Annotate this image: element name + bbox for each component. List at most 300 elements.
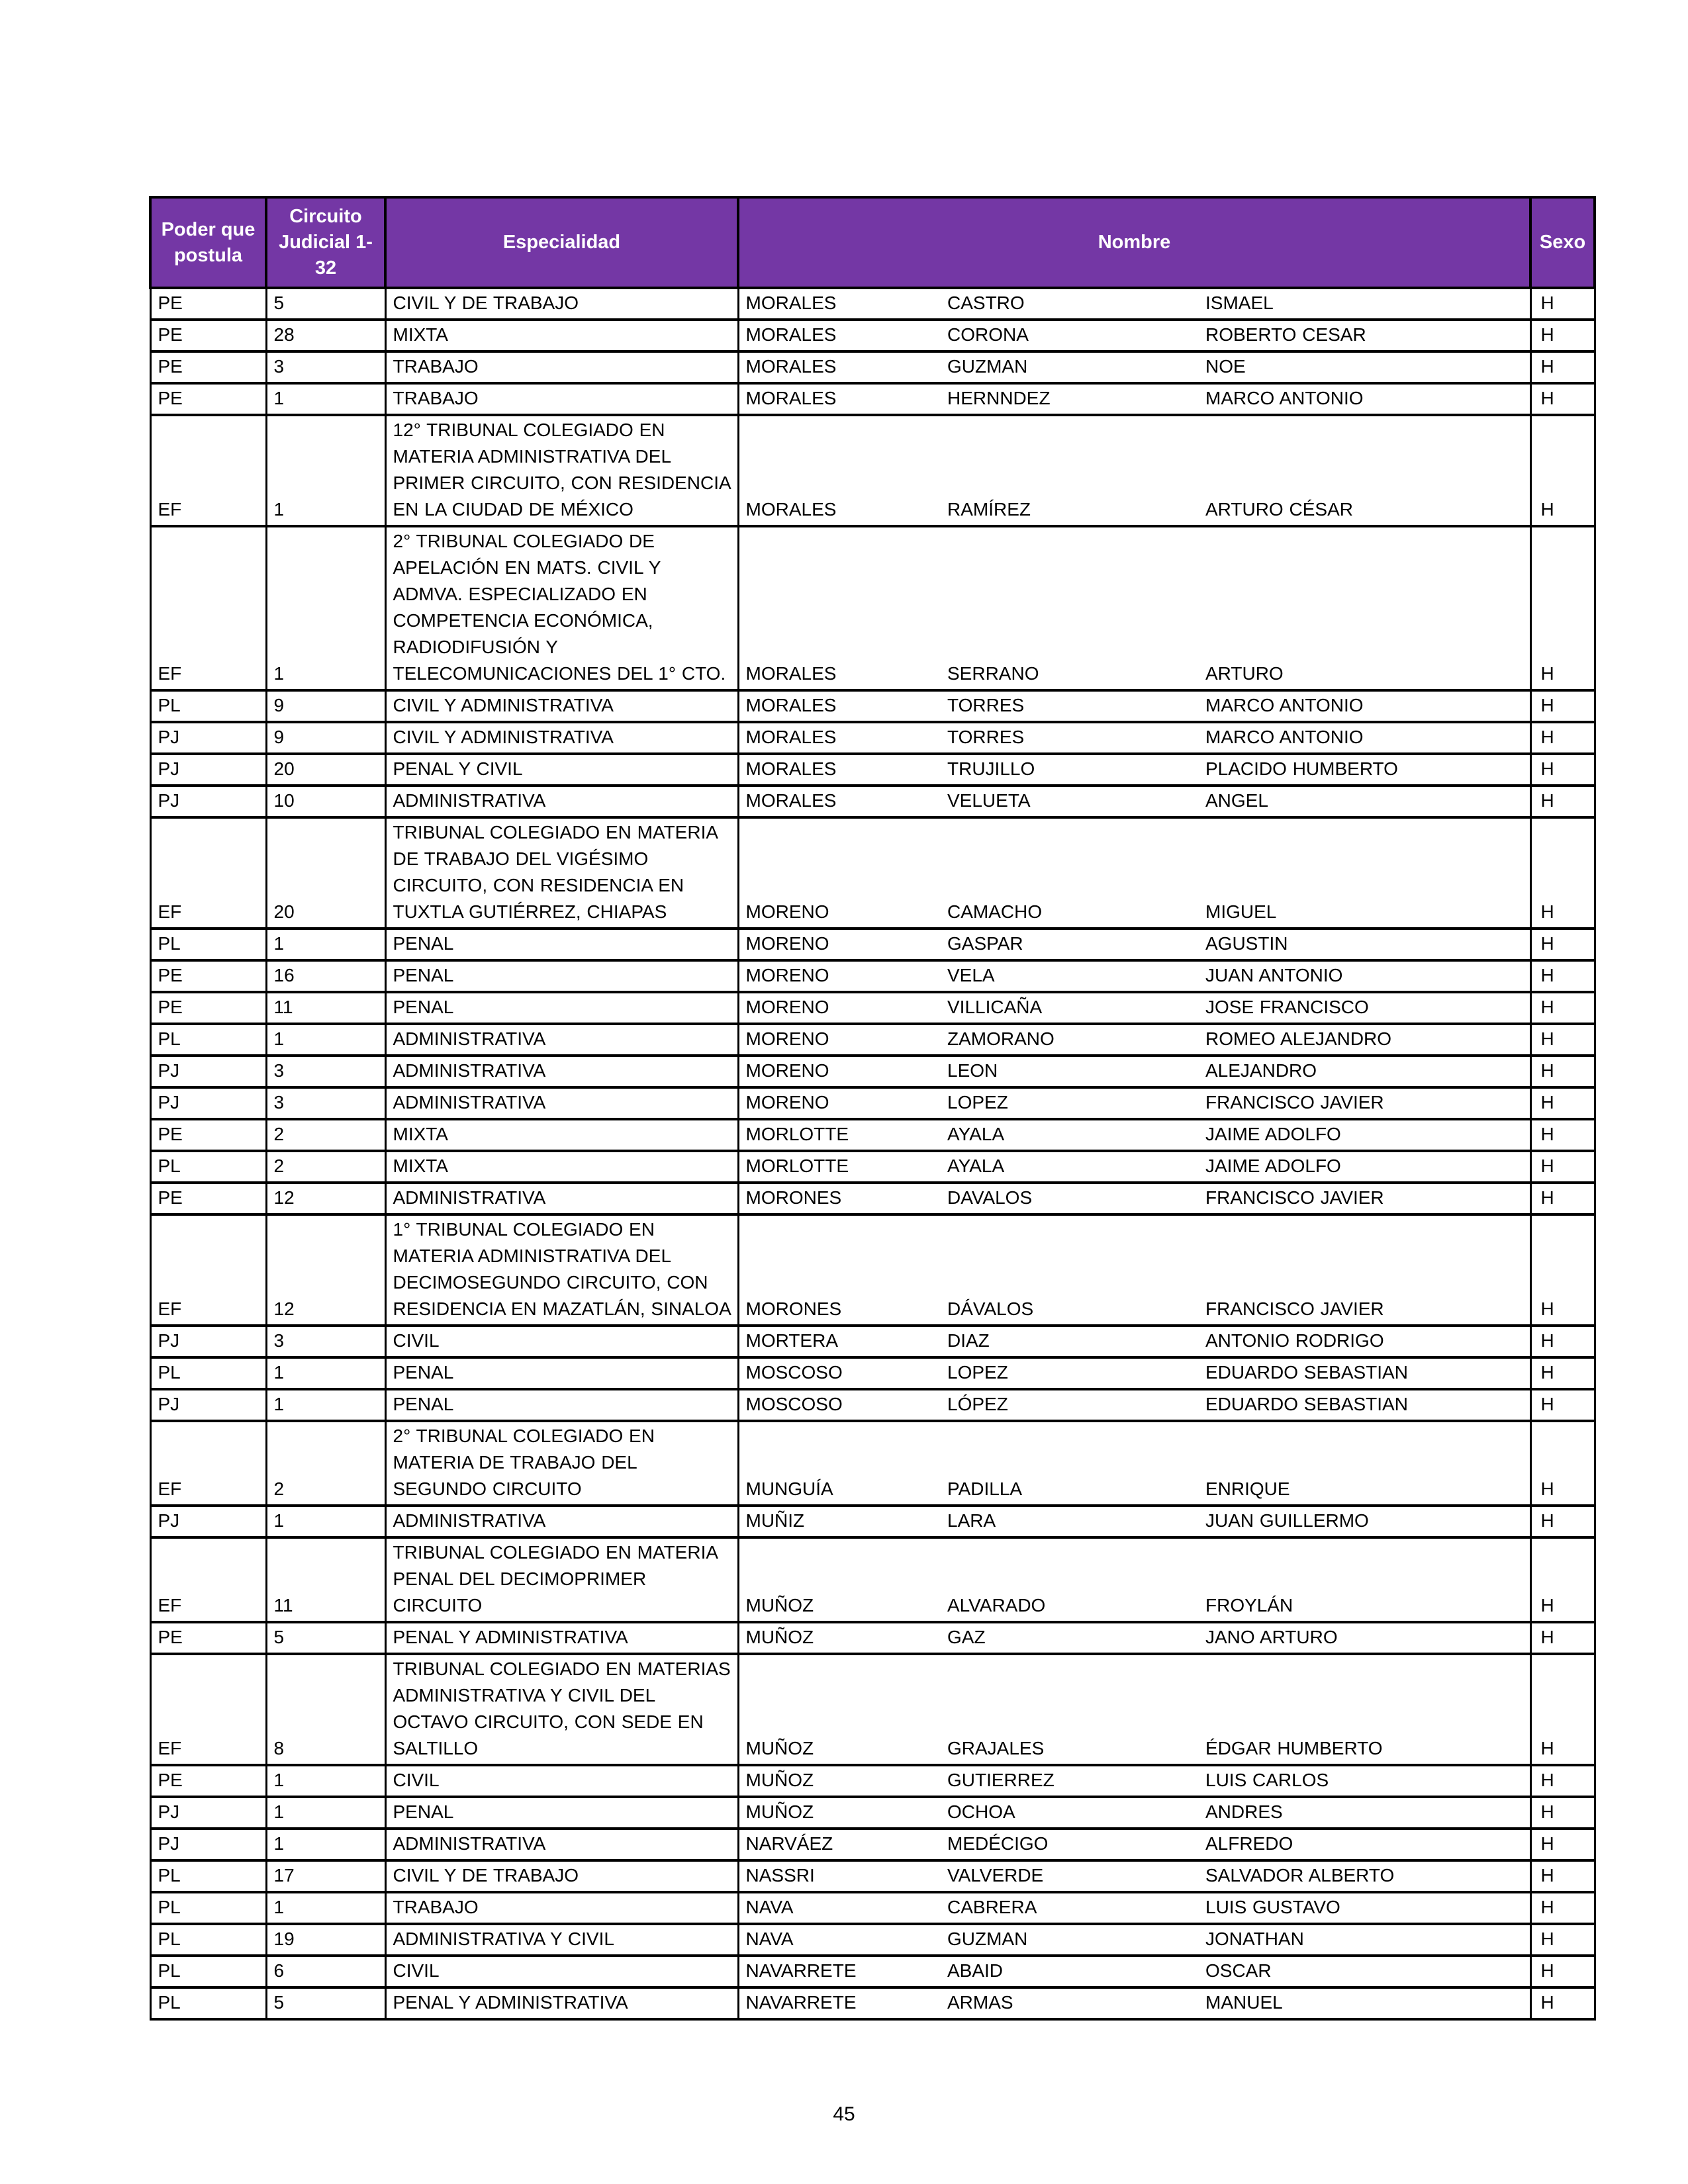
cell-poder: PL — [150, 1024, 266, 1056]
cell-apellido-materno: GUZMAN — [941, 351, 1199, 383]
cell-especialidad: TRABAJO — [385, 1892, 738, 1924]
cell-nombre: ISMAEL — [1199, 288, 1530, 320]
cell-poder: PL — [150, 1892, 266, 1924]
cell-sexo: H — [1530, 1183, 1595, 1214]
cell-poder: PJ — [150, 1829, 266, 1860]
cell-sexo: H — [1530, 351, 1595, 383]
table-row — [150, 526, 1595, 690]
table-header — [150, 197, 1595, 288]
cell-poder: PJ — [150, 722, 266, 754]
cell-circuito: 1 — [266, 1506, 385, 1537]
cell-apellido-paterno: MORENO — [738, 1056, 941, 1087]
cell-apellido-materno: VILLICAÑA — [941, 992, 1199, 1024]
cell-sexo: H — [1530, 1924, 1595, 1956]
table-row — [150, 1214, 1595, 1326]
cell-poder: PJ — [150, 1087, 266, 1119]
cell-circuito: 9 — [266, 690, 385, 722]
cell-sexo: H — [1530, 288, 1595, 320]
table-row — [150, 1506, 1595, 1537]
cell-nombre: EDUARDO SEBASTIAN — [1199, 1357, 1530, 1389]
cell-poder: PL — [150, 1924, 266, 1956]
cell-especialidad: PENAL Y ADMINISTRATIVA — [385, 1987, 738, 2019]
cell-poder: EF — [150, 1421, 266, 1506]
cell-apellido-materno: GASPAR — [941, 929, 1199, 960]
cell-poder: PL — [150, 929, 266, 960]
cell-circuito: 1 — [266, 1829, 385, 1860]
cell-apellido-paterno: MUÑOZ — [738, 1537, 941, 1622]
cell-apellido-materno: VELA — [941, 960, 1199, 992]
cell-especialidad: MIXTA — [385, 1119, 738, 1151]
table-row — [150, 1829, 1595, 1860]
cell-circuito: 1 — [266, 1797, 385, 1829]
table-row — [150, 1326, 1595, 1357]
table-row — [150, 1087, 1595, 1119]
cell-apellido-paterno: MUÑOZ — [738, 1765, 941, 1797]
cell-apellido-paterno: MORONES — [738, 1183, 941, 1214]
cell-sexo: H — [1530, 817, 1595, 929]
cell-nombre: SALVADOR ALBERTO — [1199, 1860, 1530, 1892]
cell-nombre: FRANCISCO JAVIER — [1199, 1214, 1530, 1326]
cell-sexo: H — [1530, 1654, 1595, 1765]
cell-sexo: H — [1530, 1087, 1595, 1119]
cell-apellido-materno: LOPEZ — [941, 1087, 1199, 1119]
cell-nombre: FRANCISCO JAVIER — [1199, 1183, 1530, 1214]
candidates-table — [149, 196, 1596, 2021]
cell-apellido-paterno: MORALES — [738, 288, 941, 320]
cell-apellido-paterno: MUÑOZ — [738, 1797, 941, 1829]
cell-apellido-materno: CASTRO — [941, 288, 1199, 320]
table-row — [150, 383, 1595, 415]
cell-nombre: ANTONIO RODRIGO — [1199, 1326, 1530, 1357]
cell-nombre: JONATHAN — [1199, 1924, 1530, 1956]
cell-apellido-materno: VELUETA — [941, 786, 1199, 817]
cell-sexo: H — [1530, 1537, 1595, 1622]
cell-poder: PJ — [150, 1797, 266, 1829]
cell-circuito: 2 — [266, 1151, 385, 1183]
cell-apellido-paterno: MORALES — [738, 526, 941, 690]
table-row — [150, 1987, 1595, 2019]
cell-sexo: H — [1530, 1357, 1595, 1389]
cell-poder: PL — [150, 690, 266, 722]
cell-apellido-materno: RAMÍREZ — [941, 415, 1199, 526]
cell-poder: PL — [150, 1956, 266, 1987]
cell-sexo: H — [1530, 754, 1595, 786]
cell-apellido-paterno: MORENO — [738, 992, 941, 1024]
cell-nombre: AGUSTIN — [1199, 929, 1530, 960]
cell-nombre: JANO ARTURO — [1199, 1622, 1530, 1654]
cell-apellido-materno: ARMAS — [941, 1987, 1199, 2019]
cell-sexo: H — [1530, 1421, 1595, 1506]
cell-apellido-materno: AYALA — [941, 1151, 1199, 1183]
cell-circuito: 20 — [266, 754, 385, 786]
cell-nombre: JOSE FRANCISCO — [1199, 992, 1530, 1024]
cell-apellido-materno: DIAZ — [941, 1326, 1199, 1357]
cell-apellido-materno: PADILLA — [941, 1421, 1199, 1506]
cell-especialidad: PENAL Y ADMINISTRATIVA — [385, 1622, 738, 1654]
cell-nombre: ALFREDO — [1199, 1829, 1530, 1860]
cell-apellido-paterno: MUÑIZ — [738, 1506, 941, 1537]
cell-circuito: 11 — [266, 992, 385, 1024]
cell-nombre: MIGUEL — [1199, 817, 1530, 929]
cell-sexo: H — [1530, 526, 1595, 690]
cell-circuito: 3 — [266, 351, 385, 383]
table-row — [150, 1024, 1595, 1056]
table-row — [150, 1765, 1595, 1797]
cell-especialidad: TRIBUNAL COLEGIADO EN MATERIA PENAL DEL DECIMOPRIMER CIRCUITO — [385, 1537, 738, 1622]
cell-especialidad: PENAL Y CIVIL — [385, 754, 738, 786]
header-row — [150, 197, 1595, 288]
cell-nombre: LUIS GUSTAVO — [1199, 1892, 1530, 1924]
cell-sexo: H — [1530, 960, 1595, 992]
cell-poder: PJ — [150, 786, 266, 817]
cell-circuito: 16 — [266, 960, 385, 992]
cell-nombre: ÉDGAR HUMBERTO — [1199, 1654, 1530, 1765]
cell-poder: PL — [150, 1357, 266, 1389]
cell-poder: PL — [150, 1860, 266, 1892]
cell-poder: PE — [150, 1119, 266, 1151]
cell-apellido-paterno: MORALES — [738, 415, 941, 526]
cell-poder: PE — [150, 288, 266, 320]
cell-nombre: MARCO ANTONIO — [1199, 383, 1530, 415]
cell-poder: PE — [150, 1765, 266, 1797]
cell-circuito: 2 — [266, 1119, 385, 1151]
cell-especialidad: TRABAJO — [385, 351, 738, 383]
cell-sexo: H — [1530, 1326, 1595, 1357]
cell-sexo: H — [1530, 1389, 1595, 1421]
cell-apellido-paterno: NAVA — [738, 1924, 941, 1956]
cell-poder: PL — [150, 1151, 266, 1183]
cell-apellido-materno: AYALA — [941, 1119, 1199, 1151]
cell-sexo: H — [1530, 786, 1595, 817]
cell-circuito: 1 — [266, 1765, 385, 1797]
cell-circuito: 1 — [266, 1024, 385, 1056]
cell-nombre: ROBERTO CESAR — [1199, 320, 1530, 351]
table-row — [150, 320, 1595, 351]
cell-poder: PE — [150, 1183, 266, 1214]
cell-circuito: 1 — [266, 526, 385, 690]
cell-circuito: 1 — [266, 1389, 385, 1421]
cell-nombre: PLACIDO HUMBERTO — [1199, 754, 1530, 786]
cell-apellido-paterno: MUÑOZ — [738, 1654, 941, 1765]
cell-apellido-paterno: NASSRI — [738, 1860, 941, 1892]
cell-poder: PE — [150, 383, 266, 415]
cell-especialidad: PENAL — [385, 1357, 738, 1389]
cell-circuito: 20 — [266, 817, 385, 929]
cell-apellido-paterno: NAVARRETE — [738, 1987, 941, 2019]
cell-apellido-paterno: MORENO — [738, 1087, 941, 1119]
cell-apellido-paterno: MORALES — [738, 722, 941, 754]
header-circuito-judicial: Circuito Judicial 1-32 — [266, 197, 385, 288]
cell-circuito: 1 — [266, 383, 385, 415]
cell-nombre: JUAN ANTONIO — [1199, 960, 1530, 992]
table-row — [150, 288, 1595, 320]
cell-nombre: FRANCISCO JAVIER — [1199, 1087, 1530, 1119]
table-row — [150, 1654, 1595, 1765]
table-row — [150, 1622, 1595, 1654]
cell-nombre: EDUARDO SEBASTIAN — [1199, 1389, 1530, 1421]
table-body — [150, 288, 1595, 2019]
cell-apellido-materno: ZAMORANO — [941, 1024, 1199, 1056]
cell-apellido-materno: ABAID — [941, 1956, 1199, 1987]
table-row — [150, 992, 1595, 1024]
cell-especialidad: ADMINISTRATIVA — [385, 1087, 738, 1119]
cell-nombre: MARCO ANTONIO — [1199, 690, 1530, 722]
cell-apellido-materno: LÓPEZ — [941, 1389, 1199, 1421]
cell-poder: PE — [150, 960, 266, 992]
cell-circuito: 6 — [266, 1956, 385, 1987]
cell-especialidad: 2° TRIBUNAL COLEGIADO EN MATERIA DE TRABAJO DEL SEGUNDO CIRCUITO — [385, 1421, 738, 1506]
cell-sexo: H — [1530, 320, 1595, 351]
cell-sexo: H — [1530, 415, 1595, 526]
cell-sexo: H — [1530, 1797, 1595, 1829]
table-row — [150, 1421, 1595, 1506]
cell-poder: PE — [150, 1622, 266, 1654]
table-row — [150, 1860, 1595, 1892]
cell-apellido-materno: LEON — [941, 1056, 1199, 1087]
cell-apellido-paterno: MORLOTTE — [738, 1119, 941, 1151]
cell-especialidad: TRIBUNAL COLEGIADO EN MATERIAS ADMINISTRATIVA Y CIVIL DEL OCTAVO CIRCUITO, CON SEDE EN SALTILLO — [385, 1654, 738, 1765]
cell-sexo: H — [1530, 1056, 1595, 1087]
cell-apellido-paterno: MORALES — [738, 383, 941, 415]
cell-apellido-paterno: MORENO — [738, 1024, 941, 1056]
cell-apellido-materno: GUTIERREZ — [941, 1765, 1199, 1797]
cell-apellido-paterno: NAVA — [738, 1892, 941, 1924]
cell-apellido-paterno: MORALES — [738, 351, 941, 383]
cell-poder: EF — [150, 415, 266, 526]
table-row — [150, 1389, 1595, 1421]
cell-nombre: OSCAR — [1199, 1956, 1530, 1987]
cell-nombre: ALEJANDRO — [1199, 1056, 1530, 1087]
table-row — [150, 786, 1595, 817]
cell-apellido-materno: VALVERDE — [941, 1860, 1199, 1892]
cell-apellido-paterno: MORLOTTE — [738, 1151, 941, 1183]
cell-nombre: JAIME ADOLFO — [1199, 1151, 1530, 1183]
cell-circuito: 28 — [266, 320, 385, 351]
table-row — [150, 1151, 1595, 1183]
cell-especialidad: ADMINISTRATIVA — [385, 1024, 738, 1056]
cell-circuito: 1 — [266, 1357, 385, 1389]
cell-apellido-paterno: MORALES — [738, 690, 941, 722]
cell-sexo: H — [1530, 1987, 1595, 2019]
cell-especialidad: ADMINISTRATIVA — [385, 786, 738, 817]
cell-circuito: 19 — [266, 1924, 385, 1956]
table-row — [150, 722, 1595, 754]
cell-especialidad: CIVIL Y ADMINISTRATIVA — [385, 722, 738, 754]
cell-nombre: ROMEO ALEJANDRO — [1199, 1024, 1530, 1056]
cell-circuito: 1 — [266, 415, 385, 526]
cell-sexo: H — [1530, 1765, 1595, 1797]
cell-apellido-materno: HERNNDEZ — [941, 383, 1199, 415]
cell-circuito: 1 — [266, 1892, 385, 1924]
cell-nombre: JUAN GUILLERMO — [1199, 1506, 1530, 1537]
cell-nombre: ANDRES — [1199, 1797, 1530, 1829]
cell-nombre: ENRIQUE — [1199, 1421, 1530, 1506]
cell-nombre: JAIME ADOLFO — [1199, 1119, 1530, 1151]
cell-especialidad: ADMINISTRATIVA — [385, 1056, 738, 1087]
table-row — [150, 754, 1595, 786]
cell-nombre: ARTURO — [1199, 526, 1530, 690]
cell-especialidad: PENAL — [385, 929, 738, 960]
cell-especialidad: PENAL — [385, 960, 738, 992]
cell-especialidad: PENAL — [385, 1797, 738, 1829]
cell-apellido-paterno: MORALES — [738, 320, 941, 351]
table-row — [150, 1357, 1595, 1389]
cell-poder: PL — [150, 1987, 266, 2019]
table-row — [150, 960, 1595, 992]
header-especialidad: Especialidad — [385, 197, 738, 288]
table-row — [150, 1183, 1595, 1214]
cell-sexo: H — [1530, 722, 1595, 754]
cell-nombre: MANUEL — [1199, 1987, 1530, 2019]
cell-circuito: 3 — [266, 1087, 385, 1119]
cell-circuito: 5 — [266, 288, 385, 320]
cell-apellido-materno: ALVARADO — [941, 1537, 1199, 1622]
cell-apellido-paterno: MORALES — [738, 786, 941, 817]
cell-poder: PE — [150, 320, 266, 351]
cell-sexo: H — [1530, 690, 1595, 722]
cell-circuito: 5 — [266, 1987, 385, 2019]
cell-nombre: MARCO ANTONIO — [1199, 722, 1530, 754]
cell-especialidad: CIVIL Y ADMINISTRATIVA — [385, 690, 738, 722]
cell-apellido-materno: LOPEZ — [941, 1357, 1199, 1389]
cell-apellido-paterno: MORENO — [738, 929, 941, 960]
cell-circuito: 1 — [266, 929, 385, 960]
table-row — [150, 415, 1595, 526]
cell-poder: PJ — [150, 754, 266, 786]
cell-especialidad: CIVIL — [385, 1326, 738, 1357]
table-row — [150, 1119, 1595, 1151]
cell-especialidad: TRABAJO — [385, 383, 738, 415]
table-row — [150, 1056, 1595, 1087]
cell-sexo: H — [1530, 383, 1595, 415]
cell-especialidad: CIVIL — [385, 1765, 738, 1797]
cell-nombre: ANGEL — [1199, 786, 1530, 817]
cell-circuito: 8 — [266, 1654, 385, 1765]
cell-apellido-materno: MEDÉCIGO — [941, 1829, 1199, 1860]
cell-circuito: 17 — [266, 1860, 385, 1892]
cell-apellido-paterno: MORTERA — [738, 1326, 941, 1357]
cell-apellido-paterno: MUÑOZ — [738, 1622, 941, 1654]
cell-circuito: 5 — [266, 1622, 385, 1654]
cell-sexo: H — [1530, 992, 1595, 1024]
cell-apellido-materno: DAVALOS — [941, 1183, 1199, 1214]
cell-apellido-materno: CORONA — [941, 320, 1199, 351]
cell-especialidad: ADMINISTRATIVA Y CIVIL — [385, 1924, 738, 1956]
table-row — [150, 351, 1595, 383]
cell-sexo: H — [1530, 929, 1595, 960]
cell-especialidad: CIVIL Y DE TRABAJO — [385, 1860, 738, 1892]
table-row — [150, 929, 1595, 960]
cell-circuito: 12 — [266, 1214, 385, 1326]
cell-sexo: H — [1530, 1622, 1595, 1654]
cell-circuito: 3 — [266, 1056, 385, 1087]
cell-sexo: H — [1530, 1119, 1595, 1151]
cell-especialidad: 1° TRIBUNAL COLEGIADO EN MATERIA ADMINISTRATIVA DEL DECIMOSEGUNDO CIRCUITO, CON RESIDENCIA EN MAZATLÁN, SINALOA — [385, 1214, 738, 1326]
cell-especialidad: MIXTA — [385, 1151, 738, 1183]
cell-apellido-paterno: MORENO — [738, 817, 941, 929]
table-row — [150, 1797, 1595, 1829]
cell-especialidad: PENAL — [385, 1389, 738, 1421]
cell-especialidad: CIVIL Y DE TRABAJO — [385, 288, 738, 320]
cell-sexo: H — [1530, 1151, 1595, 1183]
table-row — [150, 1892, 1595, 1924]
cell-circuito: 3 — [266, 1326, 385, 1357]
cell-poder: EF — [150, 817, 266, 929]
cell-circuito: 2 — [266, 1421, 385, 1506]
cell-sexo: H — [1530, 1506, 1595, 1537]
cell-sexo: H — [1530, 1024, 1595, 1056]
header-poder-que-postula: Poder que postula — [150, 197, 266, 288]
cell-apellido-materno: GRAJALES — [941, 1654, 1199, 1765]
cell-apellido-paterno: NAVARRETE — [738, 1956, 941, 1987]
cell-especialidad: 2° TRIBUNAL COLEGIADO DE APELACIÓN EN MATS. CIVIL Y ADMVA. ESPECIALIZADO EN COMPETENCIA ECONÓMICA, RADIODIFUSIÓN Y TELECOMUNICACIONES DEL 1° CTO. — [385, 526, 738, 690]
cell-especialidad: TRIBUNAL COLEGIADO EN MATERIA DE TRABAJO DEL VIGÉSIMO CIRCUITO, CON RESIDENCIA EN TUXTLA GUTIÉRREZ, CHIAPAS — [385, 817, 738, 929]
cell-apellido-materno: GAZ — [941, 1622, 1199, 1654]
cell-sexo: H — [1530, 1829, 1595, 1860]
header-nombre: Nombre — [738, 197, 1530, 288]
cell-apellido-materno: GUZMAN — [941, 1924, 1199, 1956]
cell-poder: EF — [150, 526, 266, 690]
cell-sexo: H — [1530, 1956, 1595, 1987]
cell-sexo: H — [1530, 1860, 1595, 1892]
table-row — [150, 1956, 1595, 1987]
cell-especialidad: CIVIL — [385, 1956, 738, 1987]
cell-circuito: 12 — [266, 1183, 385, 1214]
cell-nombre: FROYLÁN — [1199, 1537, 1530, 1622]
cell-circuito: 11 — [266, 1537, 385, 1622]
cell-apellido-materno: CABRERA — [941, 1892, 1199, 1924]
cell-apellido-materno: LARA — [941, 1506, 1199, 1537]
header-sexo: Sexo — [1530, 197, 1595, 288]
cell-sexo: H — [1530, 1892, 1595, 1924]
cell-especialidad: ADMINISTRATIVA — [385, 1829, 738, 1860]
cell-poder: PE — [150, 992, 266, 1024]
cell-apellido-materno: SERRANO — [941, 526, 1199, 690]
page-number: 45 — [833, 2103, 855, 2125]
cell-especialidad: MIXTA — [385, 320, 738, 351]
cell-poder: PJ — [150, 1056, 266, 1087]
cell-apellido-paterno: MOSCOSO — [738, 1389, 941, 1421]
cell-apellido-materno: DÁVALOS — [941, 1214, 1199, 1326]
cell-circuito: 10 — [266, 786, 385, 817]
cell-circuito: 9 — [266, 722, 385, 754]
cell-poder: PJ — [150, 1326, 266, 1357]
cell-nombre: LUIS CARLOS — [1199, 1765, 1530, 1797]
cell-apellido-paterno: MORENO — [738, 960, 941, 992]
cell-apellido-materno: CAMACHO — [941, 817, 1199, 929]
cell-especialidad: 12° TRIBUNAL COLEGIADO EN MATERIA ADMINISTRATIVA DEL PRIMER CIRCUITO, CON RESIDENCIA EN LA CIUDAD DE MÉXICO — [385, 415, 738, 526]
table-row — [150, 690, 1595, 722]
cell-poder: EF — [150, 1654, 266, 1765]
cell-poder: EF — [150, 1214, 266, 1326]
cell-apellido-paterno: MORONES — [738, 1214, 941, 1326]
cell-apellido-paterno: MOSCOSO — [738, 1357, 941, 1389]
table-row — [150, 1924, 1595, 1956]
cell-apellido-materno: TRUJILLO — [941, 754, 1199, 786]
table-row — [150, 817, 1595, 929]
cell-nombre: ARTURO CÉSAR — [1199, 415, 1530, 526]
cell-poder: PE — [150, 351, 266, 383]
cell-poder: PJ — [150, 1506, 266, 1537]
table-row — [150, 1537, 1595, 1622]
cell-especialidad: PENAL — [385, 992, 738, 1024]
cell-apellido-paterno: MUNGUÍA — [738, 1421, 941, 1506]
cell-apellido-materno: TORRES — [941, 690, 1199, 722]
cell-apellido-materno: TORRES — [941, 722, 1199, 754]
cell-apellido-materno: OCHOA — [941, 1797, 1199, 1829]
cell-apellido-paterno: NARVÁEZ — [738, 1829, 941, 1860]
cell-sexo: H — [1530, 1214, 1595, 1326]
